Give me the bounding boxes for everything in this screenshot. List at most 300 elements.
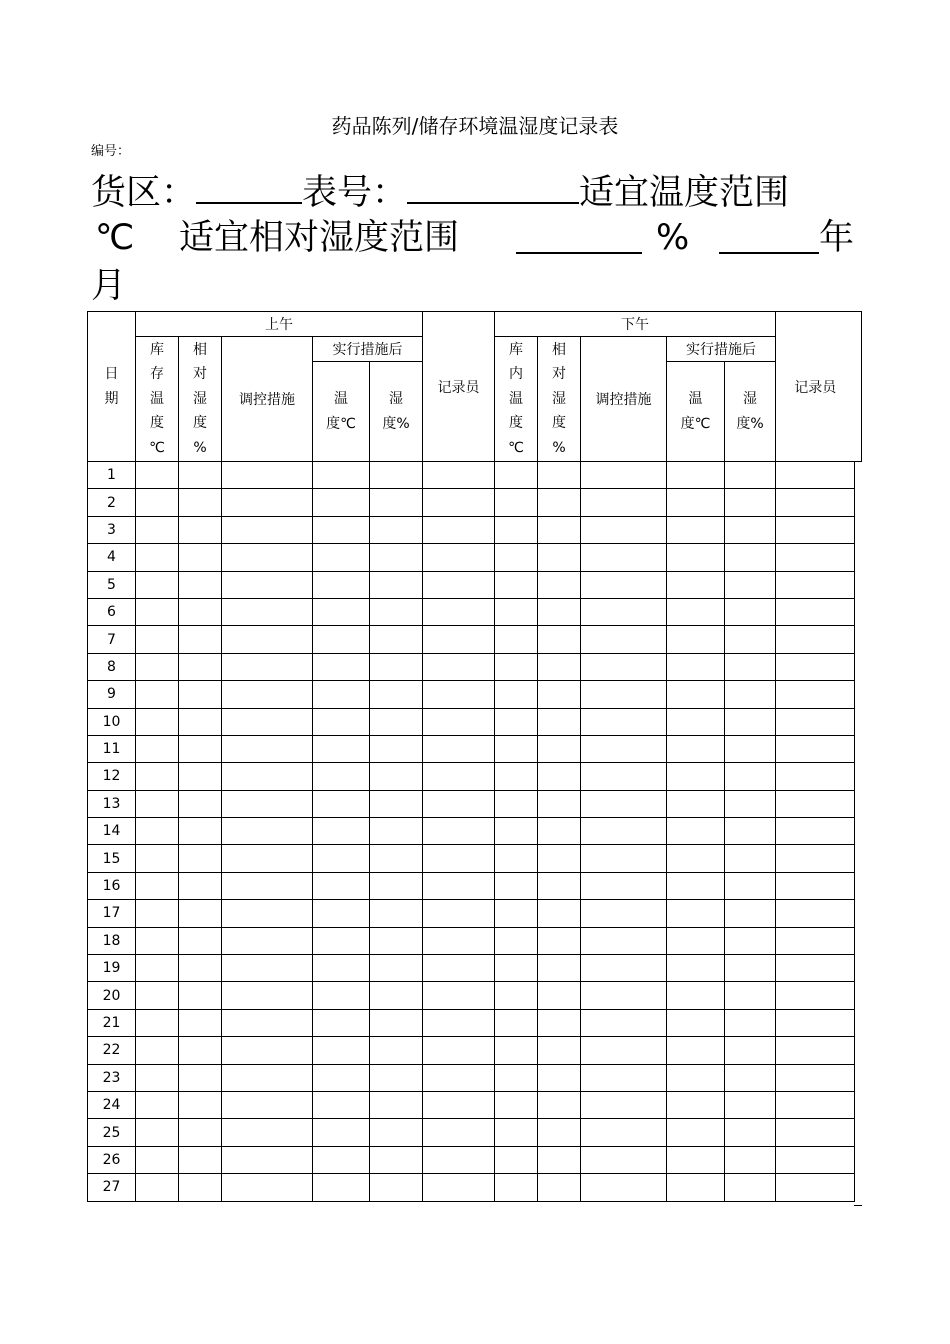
- entry-cell[interactable]: [423, 681, 495, 708]
- entry-cell[interactable]: [179, 1119, 222, 1146]
- entry-cell[interactable]: [538, 955, 581, 982]
- entry-cell[interactable]: [222, 1064, 313, 1091]
- entry-cell[interactable]: [725, 653, 776, 680]
- entry-cell[interactable]: [370, 489, 423, 516]
- entry-cell[interactable]: [179, 927, 222, 954]
- entry-cell[interactable]: [495, 955, 538, 982]
- entry-cell[interactable]: [423, 571, 495, 598]
- entry-cell[interactable]: [136, 571, 179, 598]
- entry-cell[interactable]: [581, 708, 667, 735]
- entry-cell[interactable]: [581, 571, 667, 598]
- entry-cell[interactable]: [313, 626, 370, 653]
- entry-cell[interactable]: [313, 489, 370, 516]
- entry-cell[interactable]: [370, 735, 423, 762]
- entry-cell[interactable]: [222, 516, 313, 543]
- entry-cell[interactable]: [136, 1064, 179, 1091]
- entry-cell[interactable]: [313, 790, 370, 817]
- entry-cell[interactable]: [423, 1119, 495, 1146]
- entry-cell[interactable]: [222, 790, 313, 817]
- entry-cell[interactable]: [538, 1037, 581, 1064]
- entry-cell[interactable]: [313, 955, 370, 982]
- entry-cell[interactable]: [136, 516, 179, 543]
- entry-cell[interactable]: [725, 763, 776, 790]
- entry-cell[interactable]: [776, 571, 855, 598]
- entry-cell[interactable]: [179, 544, 222, 571]
- entry-cell[interactable]: [370, 872, 423, 899]
- entry-cell[interactable]: [495, 544, 538, 571]
- entry-cell[interactable]: [222, 1037, 313, 1064]
- entry-cell[interactable]: [179, 571, 222, 598]
- entry-cell[interactable]: [538, 516, 581, 543]
- entry-cell[interactable]: [581, 982, 667, 1009]
- entry-cell[interactable]: [581, 598, 667, 625]
- entry-cell[interactable]: [776, 927, 855, 954]
- entry-cell[interactable]: [495, 982, 538, 1009]
- entry-cell[interactable]: [222, 708, 313, 735]
- entry-cell[interactable]: [538, 681, 581, 708]
- entry-cell[interactable]: [313, 763, 370, 790]
- entry-cell[interactable]: [370, 900, 423, 927]
- entry-cell[interactable]: [222, 544, 313, 571]
- entry-cell[interactable]: [136, 598, 179, 625]
- entry-cell[interactable]: [179, 516, 222, 543]
- entry-cell[interactable]: [667, 516, 725, 543]
- entry-cell[interactable]: [179, 1037, 222, 1064]
- entry-cell[interactable]: [370, 516, 423, 543]
- entry-cell[interactable]: [538, 818, 581, 845]
- entry-cell[interactable]: [179, 790, 222, 817]
- entry-cell[interactable]: [667, 544, 725, 571]
- zone-blank[interactable]: [196, 164, 302, 204]
- entry-cell[interactable]: [370, 1064, 423, 1091]
- entry-cell[interactable]: [313, 544, 370, 571]
- entry-cell[interactable]: [725, 735, 776, 762]
- entry-cell[interactable]: [581, 1037, 667, 1064]
- entry-cell[interactable]: [423, 1146, 495, 1173]
- entry-cell[interactable]: [667, 708, 725, 735]
- entry-cell[interactable]: [136, 845, 179, 872]
- entry-cell[interactable]: [179, 1091, 222, 1118]
- entry-cell[interactable]: [495, 818, 538, 845]
- entry-cell[interactable]: [370, 653, 423, 680]
- table-no-blank[interactable]: [407, 164, 579, 204]
- entry-cell[interactable]: [581, 626, 667, 653]
- entry-cell[interactable]: [370, 626, 423, 653]
- entry-cell[interactable]: [179, 1009, 222, 1036]
- entry-cell[interactable]: [423, 982, 495, 1009]
- entry-cell[interactable]: [313, 1119, 370, 1146]
- entry-cell[interactable]: [370, 955, 423, 982]
- entry-cell[interactable]: [370, 818, 423, 845]
- entry-cell[interactable]: [581, 1174, 667, 1201]
- entry-cell[interactable]: [136, 900, 179, 927]
- entry-cell[interactable]: [313, 927, 370, 954]
- entry-cell[interactable]: [776, 653, 855, 680]
- entry-cell[interactable]: [581, 462, 667, 489]
- entry-cell[interactable]: [725, 1146, 776, 1173]
- entry-cell[interactable]: [179, 1146, 222, 1173]
- entry-cell[interactable]: [581, 818, 667, 845]
- entry-cell[interactable]: [423, 708, 495, 735]
- entry-cell[interactable]: [179, 626, 222, 653]
- entry-cell[interactable]: [313, 845, 370, 872]
- entry-cell[interactable]: [725, 1174, 776, 1201]
- entry-cell[interactable]: [581, 955, 667, 982]
- entry-cell[interactable]: [495, 1064, 538, 1091]
- entry-cell[interactable]: [136, 653, 179, 680]
- entry-cell[interactable]: [313, 516, 370, 543]
- entry-cell[interactable]: [423, 653, 495, 680]
- entry-cell[interactable]: [179, 708, 222, 735]
- entry-cell[interactable]: [776, 544, 855, 571]
- entry-cell[interactable]: [581, 1119, 667, 1146]
- entry-cell[interactable]: [495, 1009, 538, 1036]
- entry-cell[interactable]: [222, 598, 313, 625]
- entry-cell[interactable]: [313, 1146, 370, 1173]
- entry-cell[interactable]: [136, 790, 179, 817]
- entry-cell[interactable]: [423, 626, 495, 653]
- entry-cell[interactable]: [370, 982, 423, 1009]
- entry-cell[interactable]: [725, 626, 776, 653]
- entry-cell[interactable]: [538, 1009, 581, 1036]
- entry-cell[interactable]: [495, 1119, 538, 1146]
- entry-cell[interactable]: [222, 927, 313, 954]
- entry-cell[interactable]: [313, 818, 370, 845]
- entry-cell[interactable]: [581, 1009, 667, 1036]
- entry-cell[interactable]: [776, 626, 855, 653]
- entry-cell[interactable]: [776, 681, 855, 708]
- entry-cell[interactable]: [538, 653, 581, 680]
- entry-cell[interactable]: [136, 818, 179, 845]
- entry-cell[interactable]: [725, 708, 776, 735]
- entry-cell[interactable]: [538, 544, 581, 571]
- entry-cell[interactable]: [495, 598, 538, 625]
- entry-cell[interactable]: [581, 927, 667, 954]
- entry-cell[interactable]: [667, 462, 725, 489]
- entry-cell[interactable]: [136, 1091, 179, 1118]
- entry-cell[interactable]: [725, 462, 776, 489]
- entry-cell[interactable]: [370, 571, 423, 598]
- entry-cell[interactable]: [222, 1146, 313, 1173]
- entry-cell[interactable]: [423, 763, 495, 790]
- entry-cell[interactable]: [136, 708, 179, 735]
- entry-cell[interactable]: [222, 653, 313, 680]
- entry-cell[interactable]: [495, 571, 538, 598]
- entry-cell[interactable]: [222, 1091, 313, 1118]
- entry-cell[interactable]: [776, 1037, 855, 1064]
- entry-cell[interactable]: [370, 1037, 423, 1064]
- entry-cell[interactable]: [370, 708, 423, 735]
- entry-cell[interactable]: [667, 571, 725, 598]
- entry-cell[interactable]: [423, 735, 495, 762]
- entry-cell[interactable]: [776, 872, 855, 899]
- entry-cell[interactable]: [179, 653, 222, 680]
- entry-cell[interactable]: [538, 927, 581, 954]
- entry-cell[interactable]: [538, 708, 581, 735]
- entry-cell[interactable]: [667, 1064, 725, 1091]
- entry-cell[interactable]: [667, 927, 725, 954]
- entry-cell[interactable]: [776, 982, 855, 1009]
- entry-cell[interactable]: [495, 845, 538, 872]
- entry-cell[interactable]: [179, 735, 222, 762]
- entry-cell[interactable]: [313, 1037, 370, 1064]
- entry-cell[interactable]: [222, 1119, 313, 1146]
- entry-cell[interactable]: [725, 955, 776, 982]
- entry-cell[interactable]: [136, 681, 179, 708]
- entry-cell[interactable]: [495, 735, 538, 762]
- entry-cell[interactable]: [667, 681, 725, 708]
- entry-cell[interactable]: [581, 653, 667, 680]
- entry-cell[interactable]: [423, 1174, 495, 1201]
- entry-cell[interactable]: [179, 818, 222, 845]
- entry-cell[interactable]: [423, 1009, 495, 1036]
- entry-cell[interactable]: [581, 1146, 667, 1173]
- entry-cell[interactable]: [222, 462, 313, 489]
- entry-cell[interactable]: [136, 1009, 179, 1036]
- entry-cell[interactable]: [725, 516, 776, 543]
- entry-cell[interactable]: [667, 1119, 725, 1146]
- entry-cell[interactable]: [725, 1064, 776, 1091]
- entry-cell[interactable]: [538, 900, 581, 927]
- entry-cell[interactable]: [776, 818, 855, 845]
- entry-cell[interactable]: [495, 516, 538, 543]
- entry-cell[interactable]: [423, 1064, 495, 1091]
- entry-cell[interactable]: [495, 489, 538, 516]
- entry-cell[interactable]: [581, 900, 667, 927]
- entry-cell[interactable]: [370, 1091, 423, 1118]
- entry-cell[interactable]: [581, 1091, 667, 1118]
- entry-cell[interactable]: [313, 1064, 370, 1091]
- entry-cell[interactable]: [667, 1146, 725, 1173]
- entry-cell[interactable]: [179, 681, 222, 708]
- entry-cell[interactable]: [313, 872, 370, 899]
- entry-cell[interactable]: [538, 571, 581, 598]
- entry-cell[interactable]: [370, 763, 423, 790]
- entry-cell[interactable]: [581, 681, 667, 708]
- entry-cell[interactable]: [423, 955, 495, 982]
- entry-cell[interactable]: [495, 790, 538, 817]
- entry-cell[interactable]: [581, 544, 667, 571]
- entry-cell[interactable]: [423, 900, 495, 927]
- entry-cell[interactable]: [725, 598, 776, 625]
- entry-cell[interactable]: [222, 735, 313, 762]
- entry-cell[interactable]: [222, 900, 313, 927]
- entry-cell[interactable]: [222, 955, 313, 982]
- entry-cell[interactable]: [667, 1037, 725, 1064]
- entry-cell[interactable]: [538, 790, 581, 817]
- entry-cell[interactable]: [776, 708, 855, 735]
- entry-cell[interactable]: [776, 1091, 855, 1118]
- entry-cell[interactable]: [136, 1146, 179, 1173]
- entry-cell[interactable]: [313, 653, 370, 680]
- entry-cell[interactable]: [222, 626, 313, 653]
- entry-cell[interactable]: [725, 845, 776, 872]
- entry-cell[interactable]: [725, 1119, 776, 1146]
- entry-cell[interactable]: [370, 845, 423, 872]
- entry-cell[interactable]: [222, 982, 313, 1009]
- entry-cell[interactable]: [581, 872, 667, 899]
- entry-cell[interactable]: [136, 1119, 179, 1146]
- entry-cell[interactable]: [667, 818, 725, 845]
- entry-cell[interactable]: [667, 845, 725, 872]
- entry-cell[interactable]: [423, 872, 495, 899]
- entry-cell[interactable]: [667, 626, 725, 653]
- entry-cell[interactable]: [538, 735, 581, 762]
- entry-cell[interactable]: [667, 790, 725, 817]
- entry-cell[interactable]: [538, 626, 581, 653]
- entry-cell[interactable]: [725, 681, 776, 708]
- entry-cell[interactable]: [370, 790, 423, 817]
- entry-cell[interactable]: [725, 571, 776, 598]
- entry-cell[interactable]: [370, 544, 423, 571]
- entry-cell[interactable]: [136, 763, 179, 790]
- entry-cell[interactable]: [222, 1174, 313, 1201]
- entry-cell[interactable]: [725, 489, 776, 516]
- entry-cell[interactable]: [776, 516, 855, 543]
- entry-cell[interactable]: [495, 927, 538, 954]
- entry-cell[interactable]: [423, 927, 495, 954]
- entry-cell[interactable]: [667, 735, 725, 762]
- entry-cell[interactable]: [179, 598, 222, 625]
- entry-cell[interactable]: [313, 462, 370, 489]
- entry-cell[interactable]: [776, 1174, 855, 1201]
- entry-cell[interactable]: [370, 927, 423, 954]
- entry-cell[interactable]: [423, 489, 495, 516]
- entry-cell[interactable]: [179, 900, 222, 927]
- year-blank[interactable]: [719, 214, 819, 254]
- entry-cell[interactable]: [136, 1174, 179, 1201]
- entry-cell[interactable]: [136, 626, 179, 653]
- entry-cell[interactable]: [423, 462, 495, 489]
- entry-cell[interactable]: [423, 598, 495, 625]
- entry-cell[interactable]: [538, 763, 581, 790]
- entry-cell[interactable]: [495, 763, 538, 790]
- entry-cell[interactable]: [725, 544, 776, 571]
- entry-cell[interactable]: [370, 462, 423, 489]
- entry-cell[interactable]: [495, 626, 538, 653]
- entry-cell[interactable]: [179, 982, 222, 1009]
- entry-cell[interactable]: [776, 1119, 855, 1146]
- entry-cell[interactable]: [423, 818, 495, 845]
- humidity-range-blank[interactable]: [516, 214, 642, 254]
- entry-cell[interactable]: [179, 1064, 222, 1091]
- entry-cell[interactable]: [370, 1174, 423, 1201]
- entry-cell[interactable]: [179, 845, 222, 872]
- entry-cell[interactable]: [667, 653, 725, 680]
- entry-cell[interactable]: [222, 845, 313, 872]
- entry-cell[interactable]: [538, 1146, 581, 1173]
- entry-cell[interactable]: [313, 1009, 370, 1036]
- entry-cell[interactable]: [725, 790, 776, 817]
- entry-cell[interactable]: [581, 516, 667, 543]
- entry-cell[interactable]: [179, 1174, 222, 1201]
- entry-cell[interactable]: [423, 516, 495, 543]
- entry-cell[interactable]: [179, 955, 222, 982]
- entry-cell[interactable]: [222, 571, 313, 598]
- entry-cell[interactable]: [667, 1091, 725, 1118]
- entry-cell[interactable]: [725, 1009, 776, 1036]
- entry-cell[interactable]: [776, 955, 855, 982]
- entry-cell[interactable]: [725, 1091, 776, 1118]
- entry-cell[interactable]: [667, 1009, 725, 1036]
- entry-cell[interactable]: [136, 735, 179, 762]
- entry-cell[interactable]: [581, 845, 667, 872]
- entry-cell[interactable]: [370, 681, 423, 708]
- entry-cell[interactable]: [136, 544, 179, 571]
- entry-cell[interactable]: [423, 1091, 495, 1118]
- entry-cell[interactable]: [776, 489, 855, 516]
- entry-cell[interactable]: [776, 462, 855, 489]
- entry-cell[interactable]: [495, 1146, 538, 1173]
- entry-cell[interactable]: [776, 598, 855, 625]
- entry-cell[interactable]: [423, 790, 495, 817]
- entry-cell[interactable]: [370, 598, 423, 625]
- entry-cell[interactable]: [667, 955, 725, 982]
- entry-cell[interactable]: [538, 1174, 581, 1201]
- entry-cell[interactable]: [538, 598, 581, 625]
- entry-cell[interactable]: [538, 1091, 581, 1118]
- entry-cell[interactable]: [776, 900, 855, 927]
- entry-cell[interactable]: [370, 1009, 423, 1036]
- entry-cell[interactable]: [725, 1037, 776, 1064]
- entry-cell[interactable]: [667, 1174, 725, 1201]
- entry-cell[interactable]: [313, 681, 370, 708]
- entry-cell[interactable]: [495, 1174, 538, 1201]
- entry-cell[interactable]: [776, 763, 855, 790]
- entry-cell[interactable]: [776, 1146, 855, 1173]
- entry-cell[interactable]: [136, 872, 179, 899]
- entry-cell[interactable]: [370, 1146, 423, 1173]
- entry-cell[interactable]: [313, 1091, 370, 1118]
- entry-cell[interactable]: [667, 982, 725, 1009]
- entry-cell[interactable]: [495, 653, 538, 680]
- entry-cell[interactable]: [222, 681, 313, 708]
- entry-cell[interactable]: [136, 982, 179, 1009]
- entry-cell[interactable]: [581, 489, 667, 516]
- entry-cell[interactable]: [776, 790, 855, 817]
- entry-cell[interactable]: [222, 872, 313, 899]
- entry-cell[interactable]: [725, 818, 776, 845]
- entry-cell[interactable]: [667, 763, 725, 790]
- entry-cell[interactable]: [313, 708, 370, 735]
- entry-cell[interactable]: [667, 900, 725, 927]
- entry-cell[interactable]: [179, 462, 222, 489]
- entry-cell[interactable]: [136, 489, 179, 516]
- entry-cell[interactable]: [222, 763, 313, 790]
- entry-cell[interactable]: [667, 489, 725, 516]
- entry-cell[interactable]: [776, 1064, 855, 1091]
- entry-cell[interactable]: [179, 763, 222, 790]
- entry-cell[interactable]: [495, 708, 538, 735]
- entry-cell[interactable]: [423, 544, 495, 571]
- entry-cell[interactable]: [776, 1009, 855, 1036]
- entry-cell[interactable]: [370, 1119, 423, 1146]
- entry-cell[interactable]: [495, 1037, 538, 1064]
- entry-cell[interactable]: [667, 598, 725, 625]
- entry-cell[interactable]: [538, 845, 581, 872]
- entry-cell[interactable]: [313, 1174, 370, 1201]
- entry-cell[interactable]: [313, 598, 370, 625]
- entry-cell[interactable]: [581, 1064, 667, 1091]
- entry-cell[interactable]: [495, 900, 538, 927]
- entry-cell[interactable]: [725, 872, 776, 899]
- entry-cell[interactable]: [495, 872, 538, 899]
- entry-cell[interactable]: [581, 790, 667, 817]
- entry-cell[interactable]: [136, 927, 179, 954]
- entry-cell[interactable]: [222, 1009, 313, 1036]
- entry-cell[interactable]: [538, 1119, 581, 1146]
- entry-cell[interactable]: [313, 571, 370, 598]
